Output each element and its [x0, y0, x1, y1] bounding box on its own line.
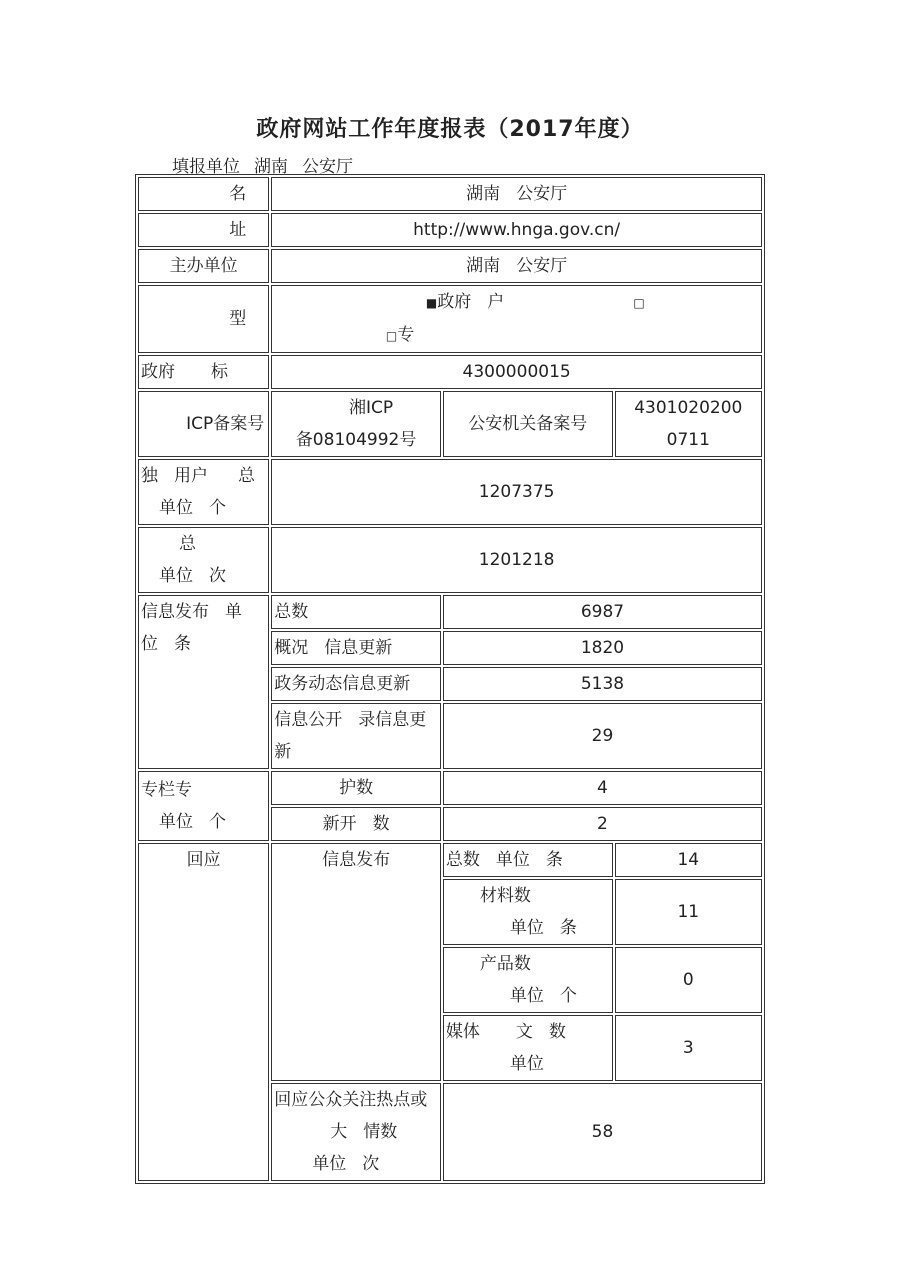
column-label: 专栏专 单位 个 — [138, 771, 269, 841]
value-cell: 湖南 公安厅 — [271, 177, 762, 211]
label-cell: 总 单位 次 — [138, 527, 269, 593]
row-website-address — [138, 213, 762, 247]
column-maint-value: 4 — [443, 771, 762, 805]
sub-label: 产品数 单位 个 — [443, 947, 613, 1013]
response-product-value: 0 — [615, 947, 762, 1013]
total-visits-value: 1201218 — [271, 527, 762, 593]
filing-unit-region: 湖南 — [254, 157, 288, 177]
label-cell: ICP备案号 — [138, 391, 269, 457]
row-info-total — [138, 595, 762, 629]
sub-label: 新开 数 — [271, 807, 441, 841]
response-material-value: 11 — [615, 879, 762, 945]
row-unique-users — [138, 459, 762, 525]
sub-label: 总数 单位 条 — [443, 843, 613, 877]
police-label: 公安机关备案号 — [443, 391, 613, 457]
page-title: 政府网站工作年度报表（2017年度） — [256, 117, 644, 142]
type-options — [271, 285, 762, 353]
label-cell: 址 — [138, 213, 269, 247]
sub-label: 护数 — [271, 771, 441, 805]
info-total-value: 6987 — [443, 595, 762, 629]
filing-unit-org: 公安厅 — [302, 157, 353, 177]
sub-label: 材料数 单位 条 — [443, 879, 613, 945]
icp-value: 湘ICP 备08104992号 — [271, 391, 441, 457]
unique-users-value: 1207375 — [271, 459, 762, 525]
info-publish-label: 信息发布 单 位 条 — [138, 595, 269, 769]
value-cell: 湖南 公安厅 — [271, 249, 762, 283]
response-sub-label: 信息发布 — [271, 843, 441, 1081]
info-news-value: 5138 — [443, 667, 762, 701]
label-cell: 主办单位 — [138, 249, 269, 283]
gov-id-value: 4300000015 — [271, 355, 762, 389]
police-value: 4301020200 0711 — [615, 391, 762, 457]
row-sponsor — [138, 249, 762, 283]
sub-label: 总数 — [271, 595, 441, 629]
label-cell: 名 — [138, 177, 269, 211]
sub-label: 信息公开 录信息更 新 — [271, 703, 441, 769]
column-new-value: 2 — [443, 807, 762, 841]
row-website-type — [138, 285, 762, 353]
unchecked-box-icon: □ — [385, 329, 398, 343]
unchecked-box-icon: □ — [633, 296, 645, 310]
row-website-name — [138, 177, 762, 211]
row-total-visits — [138, 527, 762, 593]
response-hotspot-value: 58 — [443, 1083, 762, 1181]
checked-box-icon: ■ — [425, 296, 438, 310]
label-cell: 独 用户 总 单位 个 — [138, 459, 269, 525]
report-table — [135, 174, 765, 1184]
response-label: 回应 — [138, 843, 269, 1181]
type-option-gov: ■政府 户 — [425, 292, 505, 312]
sub-label: 回应公众关注热点或 大 情数 单位 次 — [271, 1083, 441, 1181]
website-url: http://www.hnga.gov.cn/ — [271, 213, 762, 247]
row-response-total — [138, 843, 762, 877]
row-gov-id — [138, 355, 762, 389]
sub-label: 媒体 文 数 单位 — [443, 1015, 613, 1081]
filing-unit-label: 填报单位 — [172, 157, 240, 177]
label-cell: 型 — [138, 285, 269, 353]
response-total-value: 14 — [615, 843, 762, 877]
label-cell: 政府 标 — [138, 355, 269, 389]
response-media-value: 3 — [615, 1015, 762, 1081]
sub-label: 概况 信息更新 — [271, 631, 441, 665]
row-column-maint — [138, 771, 762, 805]
sub-label: 政务动态信息更新 — [271, 667, 441, 701]
info-overview-value: 1820 — [443, 631, 762, 665]
row-icp — [138, 391, 762, 457]
type-option-special: □专 — [385, 325, 415, 345]
info-disclosure-value: 29 — [443, 703, 762, 769]
